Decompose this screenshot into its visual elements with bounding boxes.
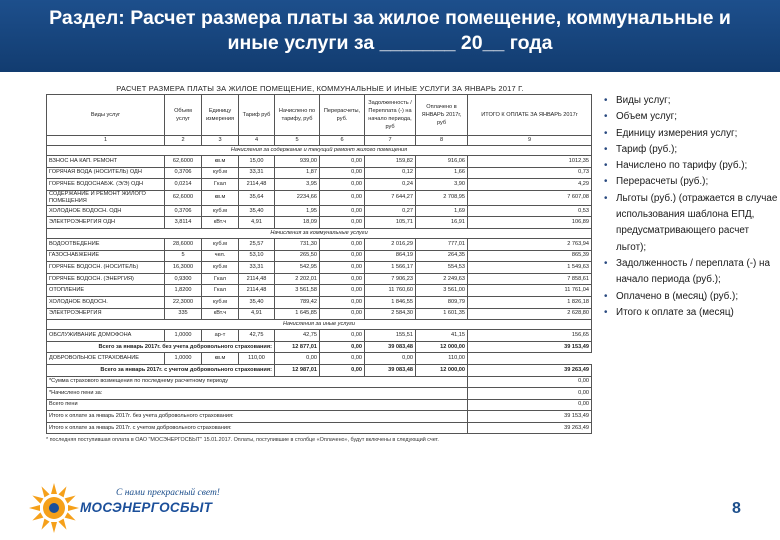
table-cell: 7	[365, 136, 416, 146]
table-cell: 6	[320, 136, 365, 146]
table-cell: 0,53	[468, 205, 592, 217]
table-cell: 33,31	[239, 167, 275, 179]
table-cell: 0,73	[468, 167, 592, 179]
table-cell: ВОДООТВЕДЕНИЕ	[47, 238, 165, 250]
summary-row	[47, 399, 592, 411]
table-cell: 0,00	[320, 156, 365, 168]
column-header: ИТОГО К ОПЛАТЕ ЗА ЯНВАРЬ 2017г	[468, 95, 592, 136]
table-cell: 0,00	[320, 179, 365, 191]
bill-table-head	[47, 95, 592, 136]
table-cell: 1,8200	[165, 285, 202, 297]
table-cell: 42,75	[239, 330, 275, 342]
table-cell: 1	[47, 136, 165, 146]
table-cell: 5	[275, 136, 320, 146]
table-cell: ГОРЯЧЕЕ ВОДОСН. (НОСИТЕЛЬ)	[47, 262, 165, 274]
table-cell: 2234,66	[275, 190, 320, 205]
table-cell: 42,75	[275, 330, 320, 342]
bullet-dot-icon: •	[604, 127, 608, 139]
table-cell: 12 877,01	[275, 341, 320, 353]
table-cell: 39 083,48	[365, 364, 416, 376]
bill-title: РАСЧЕТ РАЗМЕРА ПЛАТЫ ЗА ЖИЛОЕ ПОМЕЩЕНИЕ, КОММУНАЛЬНЫЕ И ИНЫЕ УСЛУГИ ЗА ЯНВАРЬ 2017 Г.	[116, 84, 524, 93]
table-cell: куб.м	[202, 296, 239, 308]
table-cell: 12 000,00	[416, 364, 468, 376]
table-cell: чел.	[202, 250, 239, 262]
table-cell: 35,40	[239, 205, 275, 217]
bullet-text: Оплачено в (месяц) (руб.);	[616, 290, 739, 302]
table-cell: ГАЗОСНАБЖЕНИЕ	[47, 250, 165, 262]
table-cell: 3 561,00	[416, 285, 468, 297]
table-cell: 25,57	[239, 238, 275, 250]
table-cell: 2 202,01	[275, 273, 320, 285]
table-cell: 731,30	[275, 238, 320, 250]
table-cell: 39 263,49	[468, 422, 592, 434]
table-cell: 1 566,17	[365, 262, 416, 274]
table-cell: 1,0000	[165, 353, 202, 365]
table-cell: Всего за январь 2017г. с учетом добровольного страхования:	[47, 364, 275, 376]
bullet-text: Льготы (руб.) (отражается в случае использования шаблона ЕПД, предусматривающего расчет льгот);	[616, 192, 778, 253]
bullet-item	[603, 158, 778, 174]
table-cell: 53,10	[239, 250, 275, 262]
table-cell: 62,6000	[165, 190, 202, 205]
table-cell: Гкал	[202, 273, 239, 285]
table-cell: 16,3000	[165, 262, 202, 274]
bill-footnote: * последняя поступившая оплата в ОАО "МОСЭНЕРГОСБЫТ" 15.01.2017. Оплаты, поступившие в столбце «Оплачено», будут включены в следующий счет.	[46, 437, 439, 444]
table-cell: 15,00	[239, 156, 275, 168]
table-row	[47, 330, 592, 342]
table-cell: 0,00	[320, 296, 365, 308]
table-cell: 11 761,04	[468, 285, 592, 297]
table-cell: кв.м	[202, 156, 239, 168]
table-cell: 2 708,95	[416, 190, 468, 205]
table-cell: Гкал	[202, 285, 239, 297]
summary-row	[47, 411, 592, 423]
bullet-text: Итого к оплате за (месяц)	[616, 306, 734, 318]
table-cell: 7 607,08	[468, 190, 592, 205]
bullet-item	[603, 289, 778, 305]
table-cell: 335	[165, 308, 202, 320]
bullet-item	[603, 191, 778, 256]
table-cell: 33,31	[239, 262, 275, 274]
table-cell: Начисления за содержание и текущий ремонт жилого помещения	[47, 146, 592, 156]
table-cell: 809,79	[416, 296, 468, 308]
bill-table-body	[47, 136, 592, 434]
table-cell: 2 763,94	[468, 238, 592, 250]
table-cell: Гкал	[202, 179, 239, 191]
table-cell: 35,40	[239, 296, 275, 308]
table-cell: ОТОПЛЕНИЕ	[47, 285, 165, 297]
table-cell: 156,65	[468, 330, 592, 342]
table-row	[47, 217, 592, 229]
bullet-dot-icon: •	[604, 111, 608, 123]
column-header: Перерасчеты, руб.	[320, 95, 365, 136]
table-row	[47, 179, 592, 191]
table-row	[47, 285, 592, 297]
table-cell: ЭЛЕКТРОЭНЕРГИЯ ОДН	[47, 217, 165, 229]
table-cell: 1,95	[275, 205, 320, 217]
table-cell: 0,27	[365, 205, 416, 217]
table-row	[47, 296, 592, 308]
section-row	[47, 228, 592, 238]
table-row	[47, 308, 592, 320]
table-cell: 62,6000	[165, 156, 202, 168]
table-cell: 2 016,29	[365, 238, 416, 250]
bullet-dot-icon: •	[604, 290, 608, 302]
table-cell: 264,35	[416, 250, 468, 262]
slide-header	[0, 0, 780, 72]
table-cell: 16,91	[416, 217, 468, 229]
bullet-item	[603, 256, 778, 289]
table-cell: 39 083,48	[365, 341, 416, 353]
table-cell: 2 584,30	[365, 308, 416, 320]
column-header: Объем услуг	[165, 95, 202, 136]
bullet-text: Виды услуг;	[616, 95, 671, 106]
table-cell: ар-т	[202, 330, 239, 342]
bullet-item	[603, 305, 778, 321]
table-cell: 554,53	[416, 262, 468, 274]
bullet-dot-icon: •	[604, 176, 608, 188]
table-cell: кв.м	[202, 353, 239, 365]
table-cell: 864,19	[365, 250, 416, 262]
table-cell: куб.м	[202, 238, 239, 250]
table-cell: 0,3706	[165, 205, 202, 217]
table-cell: 1,87	[275, 167, 320, 179]
table-row	[47, 156, 592, 168]
table-cell: 3,95	[275, 179, 320, 191]
bullet-item	[603, 142, 778, 158]
table-row	[47, 238, 592, 250]
table-cell: 4,91	[239, 308, 275, 320]
table-cell: 2 249,63	[416, 273, 468, 285]
table-cell: 3	[202, 136, 239, 146]
table-cell: 0,3706	[165, 167, 202, 179]
bullet-text: Перерасчеты (руб.);	[616, 176, 709, 188]
table-cell: 159,82	[365, 156, 416, 168]
table-cell: куб.м	[202, 205, 239, 217]
table-cell: 0,00	[320, 330, 365, 342]
table-cell: 0,00	[320, 217, 365, 229]
table-cell: 110,00	[239, 353, 275, 365]
table-cell: 4	[239, 136, 275, 146]
table-cell: ОБСЛУЖИВАНИЕ ДОМОФОНА	[47, 330, 165, 342]
bullet-dot-icon: •	[604, 143, 608, 155]
table-cell: 939,00	[275, 156, 320, 168]
table-cell: 0,00	[320, 308, 365, 320]
table-cell: 22,3000	[165, 296, 202, 308]
table-cell: 0,00	[320, 364, 365, 376]
table-cell: 0,00	[320, 167, 365, 179]
table-cell: 11 760,60	[365, 285, 416, 297]
bill-table	[46, 94, 592, 434]
bullet-item	[603, 109, 778, 125]
column-header: Виды услуг	[47, 95, 165, 136]
column-header: Тариф руб	[239, 95, 275, 136]
table-cell: 916,06	[416, 156, 468, 168]
table-cell: 7 858,61	[468, 273, 592, 285]
table-cell: 265,50	[275, 250, 320, 262]
table-cell: 41,15	[416, 330, 468, 342]
table-cell: кВт.ч	[202, 217, 239, 229]
column-header: Начислено по тарифу, руб	[275, 95, 320, 136]
table-cell: ГОРЯЧАЯ ВОДА (НОСИТЕЛЬ) ОДН	[47, 167, 165, 179]
table-cell: 0,00	[320, 285, 365, 297]
table-cell: 1,66	[416, 167, 468, 179]
table-cell: 7 906,23	[365, 273, 416, 285]
table-cell: 777,01	[416, 238, 468, 250]
table-cell: 0,00	[320, 341, 365, 353]
table-cell: 5	[165, 250, 202, 262]
bullet-list	[603, 93, 778, 321]
summary-row	[47, 388, 592, 400]
table-cell: 0,00	[320, 353, 365, 365]
table-cell: ХОЛОДНОЕ ВОДОСН. ОДН	[47, 205, 165, 217]
column-header: Единицу измерения	[202, 95, 239, 136]
table-cell: 3,8114	[165, 217, 202, 229]
logo-slogan: С нами прекрасный свет!	[116, 488, 220, 498]
total-row	[47, 364, 592, 376]
bullet-dot-icon: •	[604, 160, 608, 172]
table-cell: 0,00	[320, 250, 365, 262]
bullet-text: Начислено по тарифу (руб.);	[616, 160, 748, 172]
table-cell: 0,00	[320, 273, 365, 285]
bullet-text: Задолженность / переплата (-) на начало периода (руб.);	[616, 257, 770, 286]
table-cell: ВЗНОС НА КАП. РЕМОНТ	[47, 156, 165, 168]
table-cell: 0,00	[365, 353, 416, 365]
table-cell: 0,00	[468, 399, 592, 411]
table-cell: 3,90	[416, 179, 468, 191]
table-row	[47, 167, 592, 179]
table-cell: кВт.ч	[202, 308, 239, 320]
bullet-dot-icon: •	[604, 257, 608, 269]
slide-title-line-2: иные услуги за _______ 20__ года	[227, 32, 553, 54]
table-cell: 18,09	[275, 217, 320, 229]
table-cell: ХОЛОДНОЕ ВОДОСН.	[47, 296, 165, 308]
table-cell: 39 153,49	[468, 411, 592, 423]
table-cell: СОДЕРЖАНИЕ И РЕМОНТ ЖИЛОГО ПОМЕЩЕНИЯ	[47, 190, 165, 205]
table-cell: 1012,35	[468, 156, 592, 168]
bullet-dot-icon: •	[604, 192, 608, 204]
table-cell: 0,9300	[165, 273, 202, 285]
table-cell: 0,00	[320, 238, 365, 250]
bullet-text: Объем услуг;	[616, 111, 678, 123]
table-cell: 0,00	[468, 388, 592, 400]
summary-row	[47, 376, 592, 388]
bullet-text: Единицу измерения услуг;	[616, 127, 738, 139]
table-cell: ЭЛЕКТРОЭНЕРГИЯ	[47, 308, 165, 320]
table-cell: 4,91	[239, 217, 275, 229]
table-cell: 39 263,49	[468, 364, 592, 376]
table-cell: 1 645,85	[275, 308, 320, 320]
table-cell: 9	[468, 136, 592, 146]
table-row	[47, 250, 592, 262]
table-cell: 789,42	[275, 296, 320, 308]
table-cell: 39 153,49	[468, 341, 592, 353]
table-cell: кв.м	[202, 190, 239, 205]
table-cell: 0,00	[320, 205, 365, 217]
table-row	[47, 205, 592, 217]
table-row	[47, 273, 592, 285]
table-row	[47, 190, 592, 205]
table-cell: 542,95	[275, 262, 320, 274]
logo-brand: МОСЭНЕРГОСБЫТ	[80, 500, 213, 515]
table-cell: 1 846,55	[365, 296, 416, 308]
bill-document	[46, 84, 594, 474]
column-index-row	[47, 136, 592, 146]
bullet-item	[603, 93, 778, 109]
table-cell: 0,00	[320, 262, 365, 274]
table-cell: Всего за январь 2017г. без учета добровольного страхования:	[47, 341, 275, 353]
table-cell: 1 826,18	[468, 296, 592, 308]
bullet-dot-icon: •	[604, 95, 608, 106]
table-cell: ГОРЯЧЕЕ ВОДОСН. (ЭНЕРГИЯ)	[47, 273, 165, 285]
table-cell: Всего пени	[47, 399, 468, 411]
table-row	[47, 353, 592, 365]
bullet-item	[603, 174, 778, 190]
table-cell: 12 000,00	[416, 341, 468, 353]
table-cell: 2 628,80	[468, 308, 592, 320]
table-cell: 110,00	[416, 353, 468, 365]
table-cell: Итого к оплате за январь 2017г. без учета добровольного страхования:	[47, 411, 468, 423]
table-cell: ДОБРОВОЛЬНОЕ СТРАХОВАНИЕ	[47, 353, 165, 365]
bullet-text: Тариф (руб.);	[616, 143, 678, 155]
table-row	[47, 262, 592, 274]
table-cell: 1,0000	[165, 330, 202, 342]
table-cell: 3 561,58	[275, 285, 320, 297]
table-cell: 8	[416, 136, 468, 146]
table-cell: 28,6000	[165, 238, 202, 250]
table-cell: 0,00	[468, 376, 592, 388]
table-cell: 105,71	[365, 217, 416, 229]
table-cell: 106,89	[468, 217, 592, 229]
table-cell: 1 601,35	[416, 308, 468, 320]
table-cell: 2114,48	[239, 273, 275, 285]
table-cell: 2114,48	[239, 179, 275, 191]
table-cell: *Начислено пени за:	[47, 388, 468, 400]
column-header: Задолженность / Переплата (-) на начало периода, руб	[365, 95, 416, 136]
bullet-dot-icon: •	[604, 306, 608, 318]
section-row	[47, 320, 592, 330]
table-cell: куб.м	[202, 262, 239, 274]
table-cell: *Сумма страхового возмещения по последнему расчетному периоду	[47, 376, 468, 388]
column-header: Оплачено в ЯНВАРЬ 2017г, руб	[416, 95, 468, 136]
table-cell: 1,69	[416, 205, 468, 217]
page-number: 8	[732, 500, 741, 517]
table-cell: 0,24	[365, 179, 416, 191]
table-cell: Начисления за иные услуги	[47, 320, 592, 330]
section-row	[47, 146, 592, 156]
table-cell: куб.м	[202, 167, 239, 179]
table-cell: ГОРЯЧЕЕ ВОДОСНАБЖ. (Э/Э) ОДН	[47, 179, 165, 191]
table-cell: Начисления за коммунальные услуги	[47, 228, 592, 238]
table-cell: 0,00	[275, 353, 320, 365]
table-cell: 4,29	[468, 179, 592, 191]
table-cell: 155,51	[365, 330, 416, 342]
table-cell: 7 644,27	[365, 190, 416, 205]
summary-row	[47, 422, 592, 434]
table-cell: 0,0214	[165, 179, 202, 191]
table-cell: 865,39	[468, 250, 592, 262]
bullet-item	[603, 126, 778, 142]
slide-title-line-1: Раздел: Расчет размера платы за жилое помещение, коммунальные и	[49, 7, 731, 29]
total-row	[47, 341, 592, 353]
sun-icon	[29, 483, 79, 533]
table-cell: 0,00	[320, 190, 365, 205]
table-cell: 1 549,63	[468, 262, 592, 274]
table-cell: Итого к оплате за январь 2017г. с учетом добровольного страхования:	[47, 422, 468, 434]
table-cell: 0,12	[365, 167, 416, 179]
table-cell: 2	[165, 136, 202, 146]
table-cell: 2114,48	[239, 285, 275, 297]
table-cell: 35,64	[239, 190, 275, 205]
table-cell: 12 987,01	[275, 364, 320, 376]
